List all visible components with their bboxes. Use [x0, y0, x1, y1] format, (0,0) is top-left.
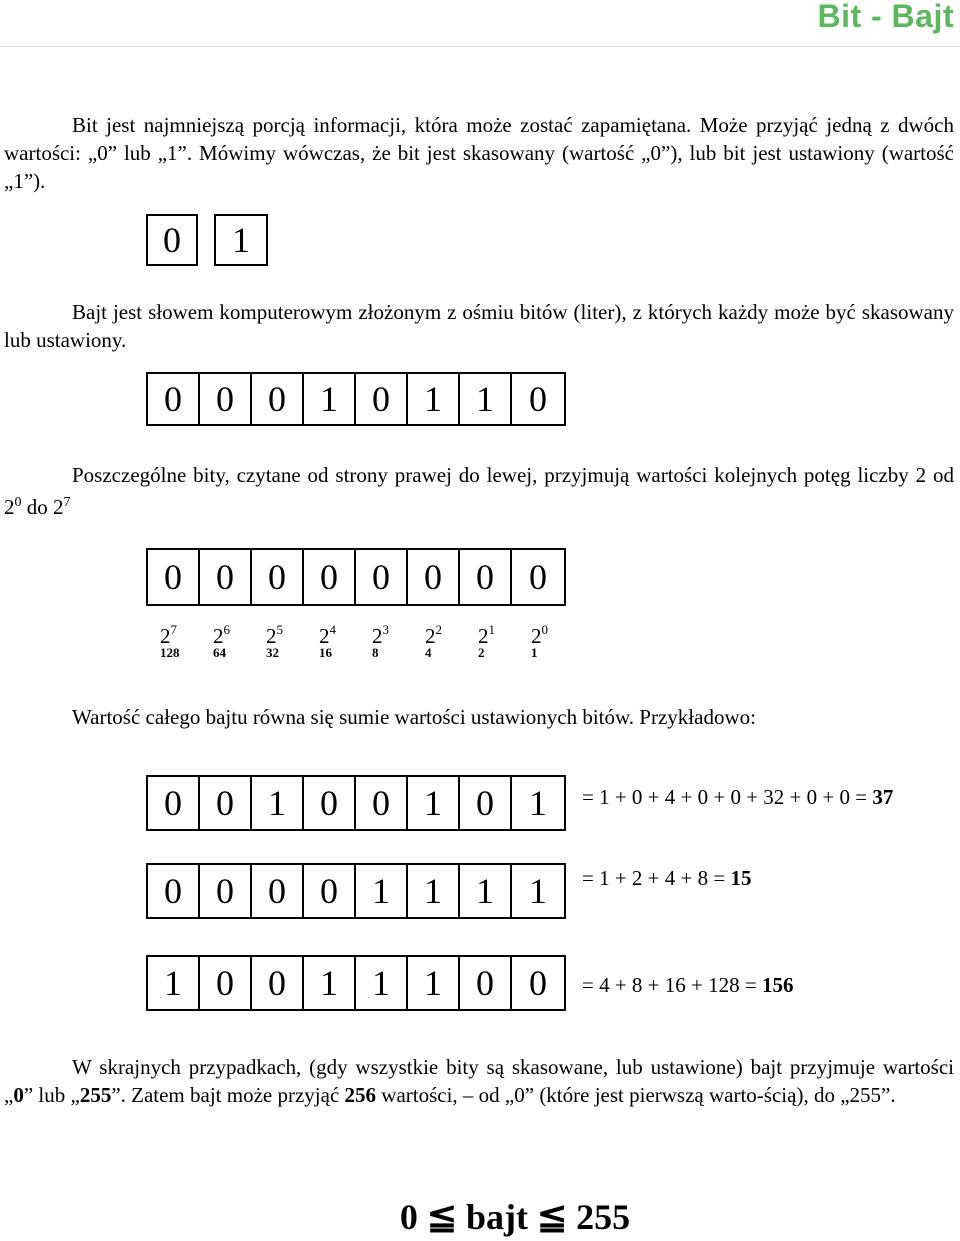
example-equation-3: = 4 + 8 + 16 + 128 = 156 [582, 973, 794, 997]
power-value: 16 [319, 645, 332, 660]
bit-cell: 0 [148, 865, 200, 917]
bit-cell: 0 [200, 374, 252, 424]
power-label: $2^3$ [372, 622, 389, 648]
bit-cell: 0 [200, 777, 252, 829]
power-value: 2 [478, 645, 485, 660]
bit-cell: 0 [304, 865, 356, 917]
power-value: 128 [160, 645, 180, 660]
bit-box-zero: 0 [146, 214, 198, 266]
bit-cell: 0 [148, 777, 200, 829]
power-value: 32 [266, 645, 279, 660]
power-values-row [148, 645, 572, 661]
example-byte-row-1 [146, 775, 566, 831]
intro-paragraph: Bit jest najmniejszą porcją informacji, która może zostać zapamiętana. Może przyjąć jedną z dwóch wartości: „0” lub „1”. Mówimy wówczas, że bit jest skasowany (wartość „0”), lub bit jest ustawiony (wartość „1”). [4, 113, 954, 193]
zero-byte-row [146, 548, 566, 606]
bit-cell: 0 [148, 374, 200, 424]
bit-cell: 0 [460, 957, 512, 1009]
powers-text: Poszczególne bity, czytane od strony prawej do lewej, przyjmują wartości kolejnych potęg liczby 2 od 2 [4, 463, 954, 519]
example-equation-1: = 1 + 0 + 4 + 0 + 0 + 32 + 0 + 0 = 37 [582, 785, 894, 809]
bit-cell: 0 [252, 550, 304, 604]
bit-cell: 0 [200, 957, 252, 1009]
bit-cell: 1 [529, 783, 547, 823]
power-value: 1 [531, 645, 538, 660]
bit-cell: 0 [200, 865, 252, 917]
bit-cell: 0 [408, 550, 460, 604]
example-equation-2: = 1 + 2 + 4 + 8 = 15 [582, 866, 752, 890]
power-label: $2^4$ [319, 622, 336, 648]
bit-box-one: 1 [214, 214, 268, 266]
power-value: 64 [213, 645, 226, 660]
example-byte-row-3 [146, 955, 566, 1011]
bit-cell: 0 [356, 374, 408, 424]
bit-cell: 0 [529, 557, 547, 597]
power-label: $2^6$ [213, 622, 230, 648]
power-exponent: 7 [63, 495, 71, 510]
powers-text-mid: do 2 [21, 495, 64, 519]
bit-cell: 1 [304, 374, 356, 424]
bit-cell: 1 [408, 865, 460, 917]
bit-cell: 0 [356, 777, 408, 829]
bit-cell: 1 [460, 865, 512, 917]
byte-example-row [146, 372, 566, 426]
bit-cell: 1 [408, 777, 460, 829]
bit-cell: 0 [148, 550, 200, 604]
bit-cell: 0 [304, 777, 356, 829]
bit-cell: 1 [356, 957, 408, 1009]
bit-cell: 1 [460, 374, 512, 424]
example-result: 156 [761, 973, 794, 997]
bit-cell: 0 [356, 550, 408, 604]
power-value: 4 [425, 645, 432, 660]
power-value: 8 [372, 645, 379, 660]
example-byte-row-2 [146, 863, 566, 919]
header-divider [0, 46, 960, 47]
page-title: Bit - Bajt [817, 0, 954, 34]
sum-paragraph: Wartość całego bajtu równa się sumie wartości ustawionych bitów. Przykładowo: [72, 705, 756, 729]
powers-paragraph [4, 461, 954, 521]
bit-cell: 1 [408, 957, 460, 1009]
bit-cell: 0 [304, 550, 356, 604]
example-result: 15 [730, 866, 752, 890]
power-exponent: 0 [14, 495, 22, 510]
power-label: $2^7$ [160, 622, 177, 648]
bit-cell: 0 [460, 777, 512, 829]
bit-cell: 0 [460, 550, 512, 604]
bit-cell: 0 [252, 957, 304, 1009]
bit-cell: 0 [529, 379, 547, 419]
byte-definition-paragraph: Bajt jest słowem komputerowym złożonym z ośmiu bitów (liter), z których każdy może być skasowany lub ustawiony. [4, 300, 954, 352]
bit-cell: 1 [148, 957, 200, 1009]
bit-cell: 0 [529, 963, 547, 1003]
power-label: $2^0$ [531, 622, 548, 648]
bit-cell: 1 [304, 957, 356, 1009]
example-result: 37 [872, 785, 894, 809]
power-label: $2^2$ [425, 622, 442, 648]
power-label: $2^5$ [266, 622, 283, 648]
extreme-paragraph: W skrajnych przypadkach, (gdy wszystkie bity są skasowane, lub ustawione) bajt przyjmuje wartości „0” lub „255”. Zatem bajt może przyjąć 256 wartości, – od „0” (które jest pierwszą warto-ścią), do „255”. [4, 1055, 954, 1107]
final-formula: 0 ≦ bajt ≦ 255 [399, 1197, 631, 1237]
bit-cell: 0 [200, 550, 252, 604]
bit-cell: 1 [408, 374, 460, 424]
power-label: $2^1$ [478, 622, 495, 648]
bit-cell: 0 [252, 374, 304, 424]
bit-cell: 1 [252, 777, 304, 829]
bit-cell: 1 [356, 865, 408, 917]
bit-cell: 1 [529, 871, 547, 911]
bit-cell: 0 [252, 865, 304, 917]
